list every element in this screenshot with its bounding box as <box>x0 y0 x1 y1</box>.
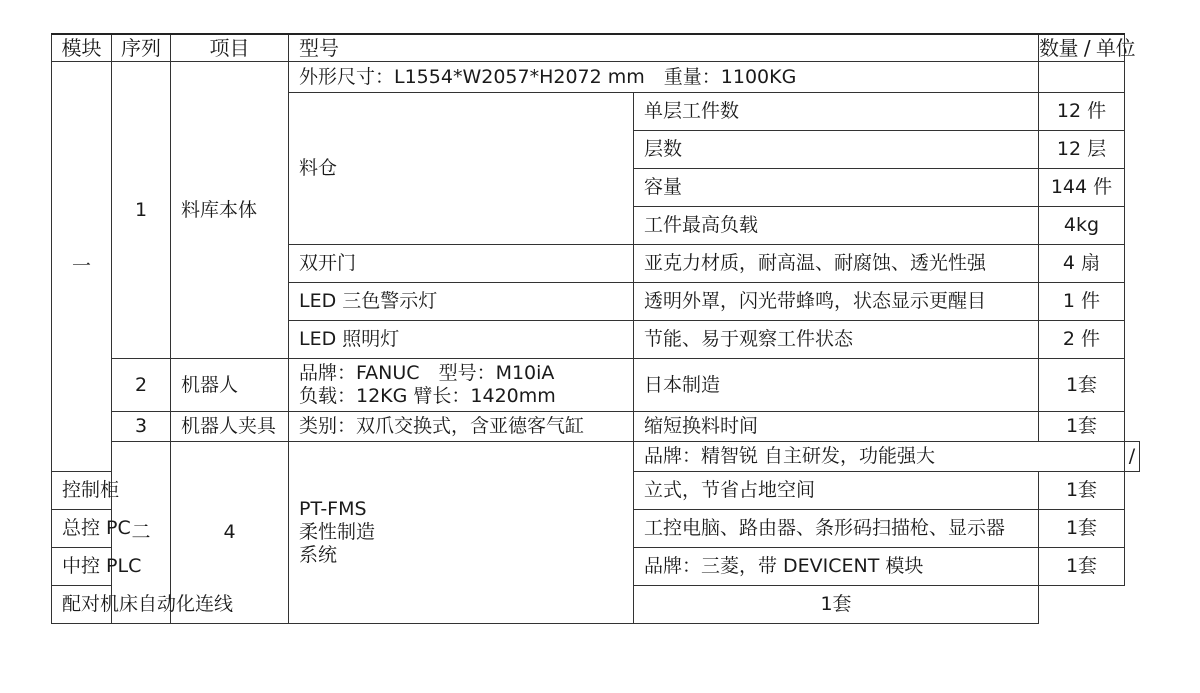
plc-desc: 品牌：三菱，带 DEVICENT 模块 <box>634 548 1039 586</box>
cabinet-label: 控制柜 <box>52 472 112 510</box>
door-qty: 4 扇 <box>1039 245 1125 283</box>
line-label: 配对机床自动化连线 <box>52 586 171 624</box>
item-4-name <box>289 442 634 624</box>
silo-desc: 单层工件数 <box>634 93 1039 131</box>
lighting-qty: 2 件 <box>1039 321 1125 359</box>
item-1-seq: 1 <box>112 62 171 359</box>
silo-qty: 4kg <box>1039 207 1125 245</box>
cabinet-desc: 立式，节省占地空间 <box>634 472 1039 510</box>
item-2-name: 机器人 <box>171 359 289 412</box>
item-1-dimensions-qty <box>1039 62 1125 93</box>
equipment-spec-table <box>51 33 1140 624</box>
brand-text: 品牌：精智锐 自主研发，功能强大 <box>634 442 1125 472</box>
item-4-seq: 4 <box>171 442 289 624</box>
cabinet-qty: 1套 <box>1039 472 1125 510</box>
pc-qty: 1套 <box>1039 510 1125 548</box>
plc-qty: 1套 <box>1039 548 1125 586</box>
item-4-name-line-3: 系统 <box>299 544 338 566</box>
lighting-label: LED 照明灯 <box>289 321 634 359</box>
item-3-qty: 1套 <box>1039 412 1125 442</box>
item-2-model <box>289 359 634 412</box>
item-3-seq: 3 <box>112 412 171 442</box>
plc-label: 中控 PLC <box>52 548 112 586</box>
silo-desc: 层数 <box>634 131 1039 169</box>
silo-desc: 容量 <box>634 169 1039 207</box>
table-row <box>52 62 1140 93</box>
header-item: 项目 <box>171 34 289 62</box>
item-2-desc: 日本制造 <box>634 359 1039 412</box>
door-label: 双开门 <box>289 245 634 283</box>
silo-label: 料仓 <box>289 93 634 245</box>
silo-qty: 144 件 <box>1039 169 1125 207</box>
pc-desc: 工控电脑、路由器、条形码扫描枪、显示器 <box>634 510 1039 548</box>
warning-light-label: LED 三色警示灯 <box>289 283 634 321</box>
module-2-label: 二 <box>112 442 171 624</box>
module-1-label: 一 <box>52 62 112 472</box>
silo-qty: 12 件 <box>1039 93 1125 131</box>
table-row <box>52 359 1140 412</box>
item-2-model-line-1: 品牌：FANUC 型号：M10iA <box>299 362 555 384</box>
item-2-seq: 2 <box>112 359 171 412</box>
header-seq: 序列 <box>112 34 171 62</box>
item-1-dimensions: 外形尺寸：L1554*W2057*H2072 mm 重量：1100KG <box>289 62 1039 93</box>
line-qty: 1套 <box>634 586 1039 624</box>
brand-qty: / <box>1125 442 1140 472</box>
item-3-name: 机器人夹具 <box>171 412 289 442</box>
header-model: 型号 <box>289 34 1039 62</box>
pc-label: 总控 PC <box>52 510 112 548</box>
warning-light-qty: 1 件 <box>1039 283 1125 321</box>
header-module: 模块 <box>52 34 112 62</box>
silo-desc: 工件最高负载 <box>634 207 1039 245</box>
table-row <box>52 442 1140 472</box>
table-header-row <box>52 34 1140 62</box>
table-row <box>52 412 1140 442</box>
lighting-desc: 节能、易于观察工件状态 <box>634 321 1039 359</box>
item-1-name: 料库本体 <box>171 62 289 359</box>
item-3-desc: 缩短换料时间 <box>634 412 1039 442</box>
silo-qty: 12 层 <box>1039 131 1125 169</box>
item-3-model: 类别：双爪交换式，含亚德客气缸 <box>289 412 634 442</box>
item-4-name-line-2: 柔性制造 <box>299 521 376 543</box>
item-2-model-line-2: 负载：12KG 臂长：1420mm <box>299 385 556 407</box>
header-qty-unit: 数量 / 单位 <box>1039 35 1135 60</box>
warning-light-desc: 透明外罩，闪光带蜂鸣，状态显示更醒目 <box>634 283 1039 321</box>
door-desc: 亚克力材质，耐高温、耐腐蚀、透光性强 <box>634 245 1039 283</box>
item-4-name-line-1: PT-FMS <box>299 498 367 520</box>
item-2-qty: 1套 <box>1039 359 1125 412</box>
